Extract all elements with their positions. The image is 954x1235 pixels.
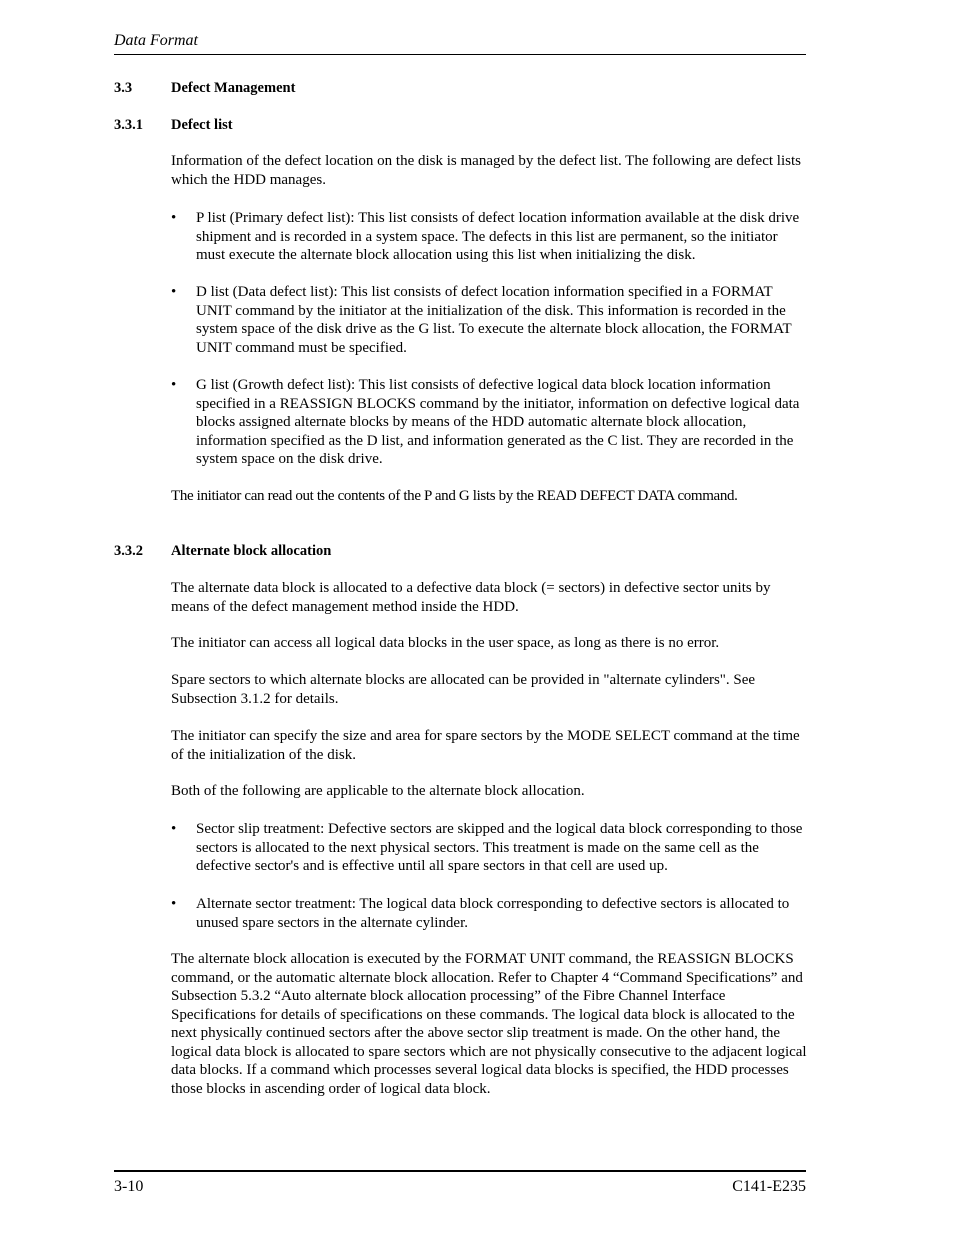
bullet-icon: • [171, 377, 177, 393]
bullet-text: P list (Primary defect list): This list consists of defect location information available at the disk drive shipment and is recorded in a system space. The defects in this list are permanent, so the initiator must execute the alternate block allocation using this list when initializing the disk. [196, 210, 800, 263]
allocation-paragraph: Spare sectors to which alternate blocks are allocated can be provided in "alternate cylinders". See Subsection 3.1.2 for details. [171, 672, 756, 707]
allocation-closing: The alternate block allocation is executed by the FORMAT UNIT command, the REASSIGN BLOCKS command, or the automatic alternate block allocation. Refer to Chapter 4 “Command Specifications” and Subsection 5.3.2 “Auto alternate block allocation processing” of the Fibre Channel Interface Specifications for details of specifications on these commands. The logical data block is allocated to the next physically continued sectors after the above sector slip treatment is made. On the other hand, the logical data block is allocated to spare sectors which are not physically consecutive to the adjacent logical data blocks. If a command which processes several logical data blocks is specified, the HDD processes those blocks in ascending order of logical data block. [171, 951, 807, 1097]
section-number: 3.3 [114, 80, 133, 96]
allocation-paragraph: The initiator can specify the size and area for spare sectors by the MODE SELECT command at the time of the initialization of the disk. [171, 728, 800, 763]
bullet-text: G list (Growth defect list): This list consists of defective logical data block location information specified in a REASSIGN BLOCKS command by the initiator, information on defective logical data blocks assigned alternate blocks by means of the HDD automatic alternate block allocation, information specified as the D list, and information generated as the C list. They are recorded in the system space on the disk drive. [196, 377, 800, 467]
page-footer [114, 1170, 806, 1202]
document-id: C141-E235 [732, 1178, 806, 1195]
defect-list-intro: Information of the defect location on the disk is managed by the defect list. The following are defect lists which the HDD manages. [171, 153, 801, 188]
section-title: Defect Management [171, 80, 296, 96]
bullet-text: Alternate sector treatment: The logical data block corresponding to defective sectors is allocated to unused spare sectors in the alternate cylinder. [196, 896, 790, 931]
page-number: 3-10 [114, 1178, 144, 1195]
defect-list-closing: The initiator can read out the contents of the P and G lists by the READ DEFECT DATA command. [171, 488, 738, 504]
allocation-paragraph: Both of the following are applicable to the alternate block allocation. [171, 783, 585, 799]
section-number: 3.3.1 [114, 117, 143, 133]
bullet-icon: • [171, 821, 177, 837]
bullet-icon: • [171, 284, 177, 300]
section-title: Defect list [171, 117, 233, 133]
allocation-paragraph: The initiator can access all logical data blocks in the user space, as long as there is no error. [171, 635, 720, 651]
bullet-text: Sector slip treatment: Defective sectors are skipped and the logical data block corresponding to those sectors is allocated to the next physical sectors. This treatment is made on the same cell as the defective sector's and is effective until all spare sectors in that cell are used up. [196, 821, 803, 874]
section-number: 3.3.2 [114, 543, 143, 559]
bullet-icon: • [171, 210, 177, 226]
bullet-icon: • [171, 896, 177, 912]
bullet-text: D list (Data defect list): This list consists of defect location information specified in a FORMAT UNIT command by the initiator at the initialization of the disk. This information is recorded in the system space of the disk drive as the G list. To execute the alternate block allocation, the FORMAT UNIT command must be specified. [196, 284, 792, 356]
section-title: Alternate block allocation [171, 543, 332, 559]
allocation-paragraph: The alternate data block is allocated to a defective data block (= sectors) in defective sector units by means of the defect management method inside the HDD. [171, 580, 771, 615]
page-header [114, 30, 806, 55]
header-title: Data Format [114, 32, 198, 49]
